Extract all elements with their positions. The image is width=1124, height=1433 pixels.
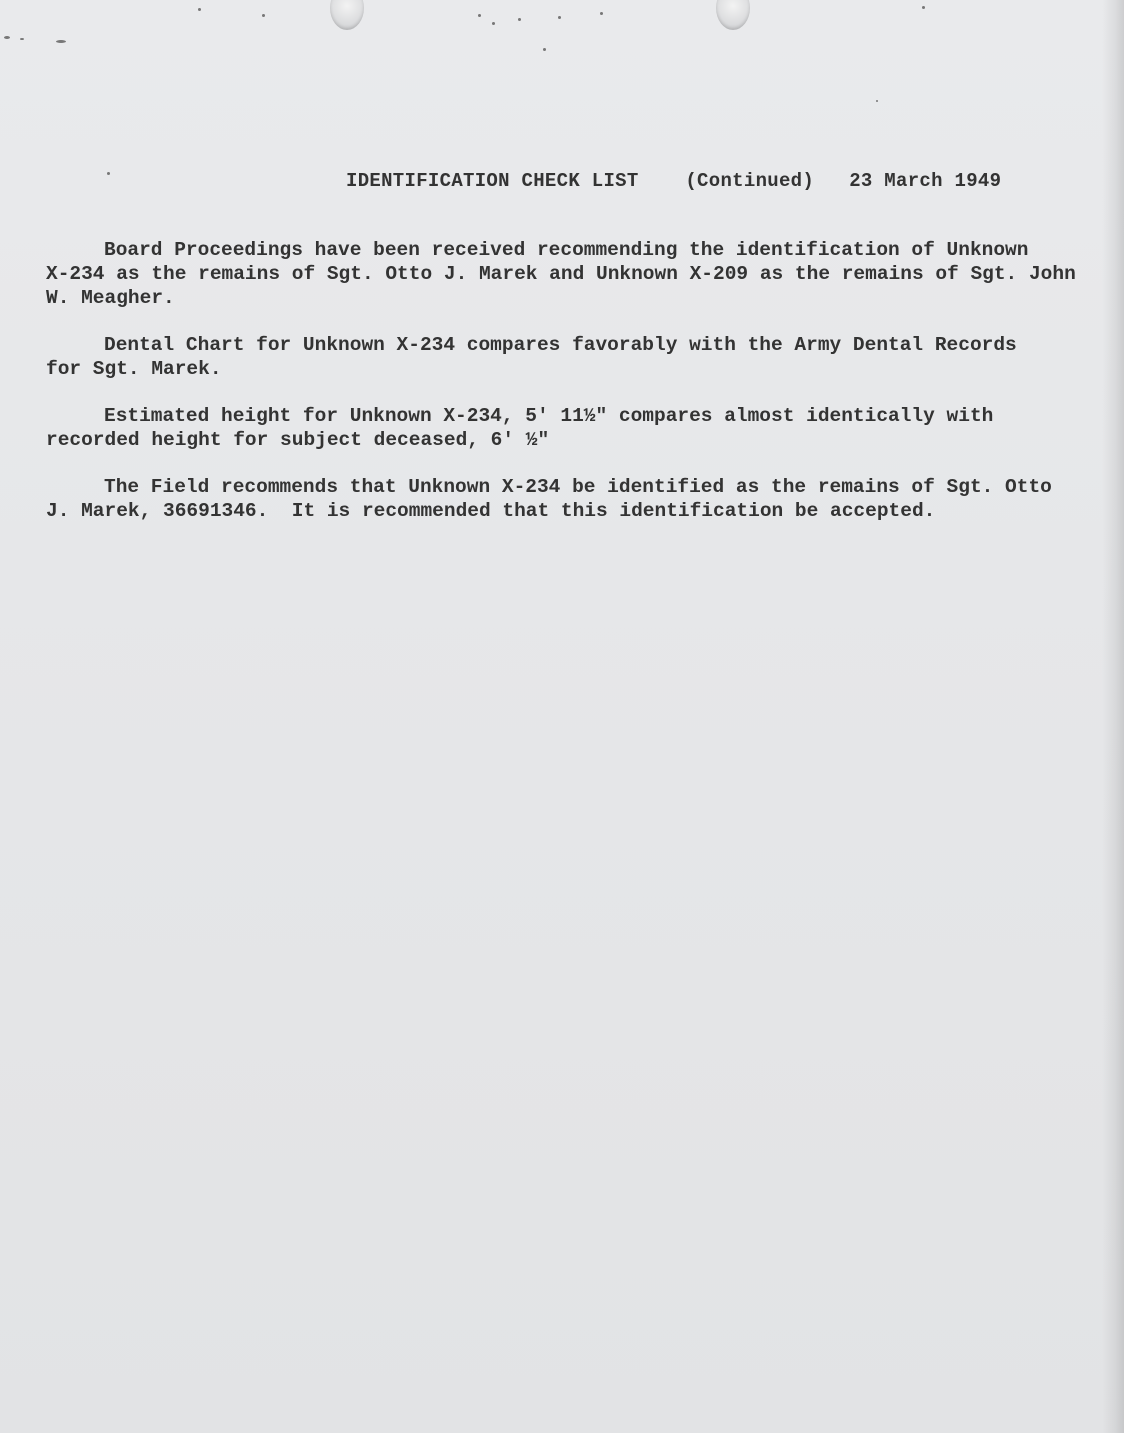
scan-speck: [262, 14, 265, 17]
scan-speck: [558, 16, 561, 19]
scan-speck: [107, 172, 110, 175]
scan-speck: [198, 8, 201, 11]
scan-speck: [600, 12, 603, 15]
scan-speck: [518, 18, 521, 21]
paragraph-board-proceedings: Board Proceedings have been received recommending the identification of Unknown X-234 as the remains of Sgt. Otto J. Marek and Unknown X-209 as the remains of Sgt. John W. Meagher.: [46, 239, 1076, 309]
document-body: [46, 238, 1076, 546]
scan-speck: [922, 6, 925, 9]
page-heading: [346, 170, 1001, 192]
punch-hole-right: [716, 0, 750, 30]
paragraph-dental-chart: Dental Chart for Unknown X-234 compares favorably with the Army Dental Records for Sgt. Marek.: [46, 334, 1017, 380]
scan-speck: [20, 38, 24, 40]
punch-hole-left: [330, 0, 364, 30]
paragraph-field-recommendation: The Field recommends that Unknown X-234 be identified as the remains of Sgt. Otto J. Marek, 36691346. It is recommended that this identification be accepted.: [46, 476, 1052, 522]
paragraph-estimated-height: Estimated height for Unknown X-234, 5' 11½" compares almost identically with recorded height for subject deceased, 6' ½": [46, 405, 994, 451]
scan-speck: [478, 14, 481, 17]
page-edge-shadow: [1102, 0, 1124, 1433]
heading-date: 23 March 1949: [849, 170, 1002, 192]
heading-continued: (Continued): [685, 170, 815, 192]
scan-speck: [56, 40, 66, 43]
scan-speck: [543, 48, 546, 51]
scan-speck: [4, 36, 10, 39]
heading-title: IDENTIFICATION CHECK LIST: [346, 170, 639, 192]
scan-speck: [492, 22, 495, 25]
scan-speck: [876, 100, 878, 102]
